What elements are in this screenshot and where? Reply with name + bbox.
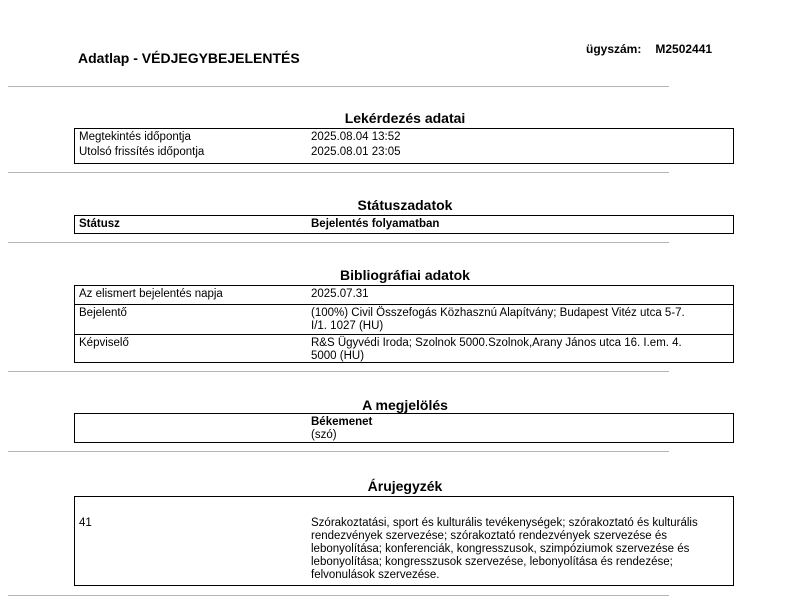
goods-description <box>311 517 729 582</box>
query-section-title: Lekérdezés adatai <box>344 110 466 126</box>
row-label: Státusz <box>79 218 120 230</box>
table-row <box>75 304 733 334</box>
row-label: Képviselő <box>79 337 129 349</box>
table-row <box>75 497 733 585</box>
row-label: Bejelentő <box>79 307 127 319</box>
status-table <box>74 215 734 234</box>
row-value: 2025.08.04 13:52 <box>311 131 401 143</box>
table-row <box>75 334 733 362</box>
row-value-line: (100%) Civil Összefogás Közhasznú Alapítvány; Budapest Vitéz utca 5-7. <box>311 307 685 319</box>
table-row <box>75 129 733 146</box>
mark-section-title: A megjelölés <box>362 397 448 413</box>
table-row <box>75 286 733 304</box>
query-table <box>74 128 734 164</box>
row-value-line: I/1. 1027 (HU) <box>311 320 384 332</box>
row-label: Az elismert bejelentés napja <box>79 288 223 300</box>
row-label: Megtekintés időpontja <box>79 131 191 143</box>
goods-line: felvonulások szervezése. <box>311 569 440 581</box>
status-section-title: Státuszadatok <box>357 197 453 213</box>
biblio-section-title: Bibliográfiai adatok <box>340 267 470 283</box>
divider <box>8 595 669 596</box>
row-label: Utolsó frissítés időpontja <box>79 146 205 158</box>
biblio-table <box>74 285 734 363</box>
goods-line: rendezvények szervezése; szórakoztató rendezvények szervezése és <box>311 530 668 542</box>
mark-table <box>74 413 734 443</box>
goods-line: lebonyolítása; konferenciák, kongresszusok, szimpóziumok szervezése és <box>311 543 690 555</box>
row-value: 2025.08.01 23:05 <box>311 146 401 158</box>
mark-kind: (szó) <box>311 429 337 441</box>
mark-value <box>311 416 729 442</box>
goods-class: 41 <box>79 517 92 529</box>
mark-name: Békemenet <box>311 416 373 428</box>
divider <box>8 86 669 87</box>
table-row <box>75 146 733 163</box>
goods-section-title: Árujegyzék <box>367 478 443 494</box>
document-title: Adatlap - VÉDJEGYBEJELENTÉS <box>78 50 300 66</box>
goods-line: Szórakoztatási, sport és kulturális tevékenységek; szórakoztató és kulturális <box>311 517 698 529</box>
row-value: 2025.07.31 <box>311 288 369 300</box>
divider <box>8 242 669 243</box>
divider <box>8 371 669 372</box>
goods-table <box>74 496 734 586</box>
case-number-value: M2502441 <box>655 42 713 56</box>
row-value-line: R&S Ügyvédi Iroda; Szolnok 5000.Szolnok,Arany János utca 16. I.em. 4. <box>311 337 682 349</box>
status-value: Bejelentés folyamatban <box>311 218 440 230</box>
row-value-line: 5000 (HU) <box>311 350 365 362</box>
table-row <box>75 414 733 442</box>
goods-line: lebonyolítása; kongresszusok szervezése, lebonyolítása és rendezése; <box>311 556 673 568</box>
table-row <box>75 216 733 233</box>
row-value <box>311 337 729 363</box>
row-value <box>311 307 729 333</box>
case-number <box>586 42 712 56</box>
divider <box>8 451 669 452</box>
case-number-label: ügyszám: <box>586 42 642 56</box>
divider <box>8 172 669 173</box>
